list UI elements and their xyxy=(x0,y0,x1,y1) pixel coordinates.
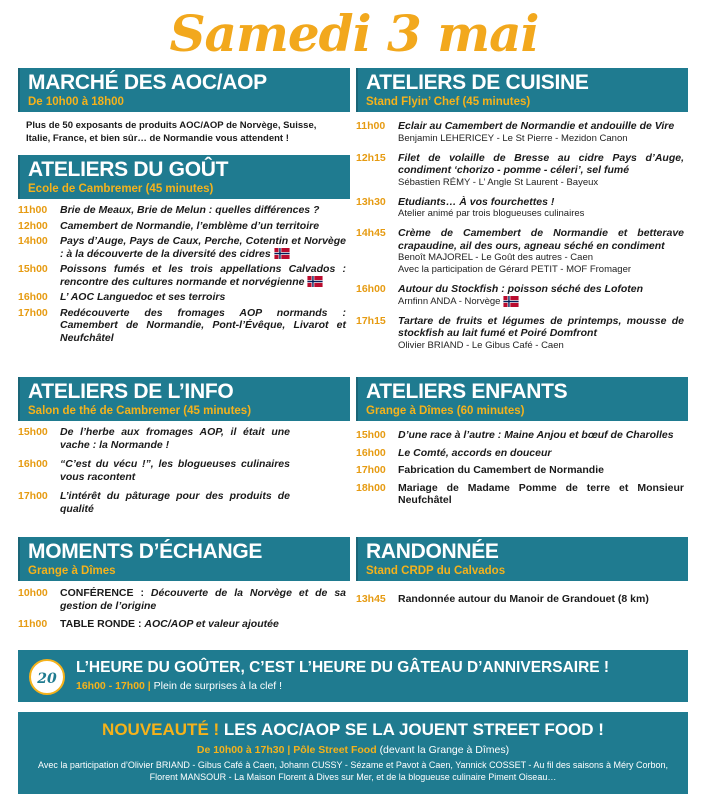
event-chef-guest: Avec la participation de Gérard PETIT - MOF Fromager xyxy=(398,264,632,275)
gouter-title: L’HEURE DU GOÛTER, C’EST L’HEURE DU GÂTEAU D’ANNIVERSAIRE ! xyxy=(76,659,610,676)
norway-flag-icon xyxy=(274,248,290,259)
gouter-banner xyxy=(18,650,688,702)
street-subtitle-highlight: De 10h00 à 17h30 | Pôle Street Food xyxy=(196,744,377,756)
section-subtitle: Ecole de Cambremer (45 minutes) xyxy=(28,183,214,195)
section-header xyxy=(356,537,688,581)
event-name: Redécouverte des fromages AOP normands : Camembert de Normandie, Pont-l’Évêque, Livarot et Neufchâtel xyxy=(60,306,346,344)
street-subtitle: (devant la Grange à Dîmes) xyxy=(379,744,510,756)
section-gout xyxy=(18,155,350,347)
page-title: Samedi 3 mai xyxy=(169,4,539,63)
event-time: 15h00 xyxy=(356,429,386,441)
list-item xyxy=(18,458,290,483)
event-name: Le Comté, accords en douceur xyxy=(398,446,552,459)
norway-flag-icon xyxy=(307,276,323,287)
event-name: L’ AOC Languedoc et ses terroirs xyxy=(60,291,226,303)
event-chef: Atelier animé par trois blogueuses culinaires xyxy=(398,208,585,219)
event-time: 16h00 xyxy=(18,291,48,303)
event-time: 11h00 xyxy=(356,120,386,132)
list-item xyxy=(356,464,684,477)
event-name: Pays d’Auge, Pays de Caux, Perche, Cotentin et Norvège : à la découverte de la diversité des cidres xyxy=(60,235,346,260)
event-time: 16h00 xyxy=(356,446,386,459)
event-list xyxy=(356,421,688,507)
event-time: 17h15 xyxy=(356,314,386,327)
list-item xyxy=(356,152,684,189)
event-time: 15h00 xyxy=(18,263,48,275)
section-title: MOMENTS D’ÉCHANGE xyxy=(28,540,263,563)
norway-flag-icon xyxy=(503,296,519,307)
section-title: MARCHÉ DES AOC/AOP xyxy=(28,71,267,94)
event-name: AOC/AOP et valeur ajoutée xyxy=(144,618,279,630)
event-time: 12h15 xyxy=(356,151,386,164)
event-time: 13h45 xyxy=(356,593,386,605)
section-subtitle: Grange à Dîmes (60 minutes) xyxy=(366,405,525,417)
event-name: De l’herbe aux fromages AOP, il était une vache : la Normande ! xyxy=(60,426,290,451)
event-list xyxy=(18,199,350,344)
event-label: TABLE RONDE : xyxy=(60,618,142,630)
section-echange xyxy=(18,537,350,634)
event-time: 16h00 xyxy=(18,458,48,470)
list-item xyxy=(356,120,684,145)
event-time: 17h00 xyxy=(18,490,48,502)
event-name: Camembert de Normandie, l’emblème d’un territoire xyxy=(60,219,320,232)
street-title: LES AOC/AOP SE LA JOUENT STREET FOOD ! xyxy=(223,720,604,739)
event-time: 12h00 xyxy=(18,219,48,232)
event-chef: Benoît MAJOREL - Le Goût des autres - Caen xyxy=(398,252,594,263)
section-header xyxy=(18,155,350,199)
section-marche xyxy=(18,68,350,145)
event-name: Mariage de Madame Pomme de terre et Monsieur Neufchâtel xyxy=(398,481,684,506)
event-name: Autour du Stockfish : poisson séché des Lofoten xyxy=(398,283,644,295)
event-chef: Sébastien RÉMY - L’ Angle St Laurent - Bayeux xyxy=(398,176,599,188)
event-name: Poissons fumés et les trois appellations Calvados : rencontre des cultures normande et norvégienne xyxy=(60,263,346,288)
event-chef: Benjamin LEHERICEY - Le St Pierre - Mezidon Canon xyxy=(398,132,628,144)
list-item xyxy=(356,593,684,606)
event-name: D’une race à l’autre : Maine Anjou et bœuf de Charolles xyxy=(398,429,674,441)
event-time: 15h00 xyxy=(18,426,48,438)
section-subtitle: Grange à Dîmes xyxy=(28,565,116,577)
event-time: 16h00 xyxy=(356,283,386,295)
event-time: 11h00 xyxy=(18,618,48,630)
event-chef: Olivier BRIAND - Le Gibus Café - Caen xyxy=(398,339,564,351)
event-name: Filet de volaille de Bresse au cidre Pays d’Auge, condiment ‘chorizo - pomme - céleri’, sel fumé xyxy=(398,151,684,176)
section-title: ATELIERS DU GOÛT xyxy=(28,158,229,181)
street-food-banner xyxy=(18,712,688,794)
section-rando xyxy=(356,537,688,609)
list-item xyxy=(18,426,290,451)
event-time: 14h45 xyxy=(356,227,386,239)
gouter-desc: Plein de surprises à la clef ! xyxy=(153,680,283,692)
event-name: Crème de Camembert de Normandie et betterave crapaudine, ail des ours, agneau séché en condiment xyxy=(398,227,684,252)
event-list xyxy=(356,112,688,352)
event-list xyxy=(18,581,350,631)
event-name: Etudiants… À vos fourchettes ! xyxy=(398,195,555,208)
event-name: Brie de Meaux, Brie de Melun : quelles différences ? xyxy=(60,204,320,216)
event-name: “C’est du vécu !”, les blogueuses culinaires vous racontent xyxy=(60,458,290,483)
event-time: 17h00 xyxy=(356,464,386,476)
section-header xyxy=(356,377,688,421)
event-time: 13h30 xyxy=(356,195,386,208)
event-name: Tartare de fruits et légumes de printemps, mousse de stockfish au lait fumé et Poiré Domfront xyxy=(398,314,684,340)
list-item xyxy=(18,291,346,304)
event-name: Eclair au Camembert de Normandie et andouille de Vire xyxy=(398,120,675,132)
list-item xyxy=(18,307,346,345)
event-time: 10h00 xyxy=(18,587,48,599)
list-item xyxy=(356,283,684,308)
event-list xyxy=(18,421,350,515)
section-subtitle: Stand CRDP du Calvados xyxy=(366,565,506,577)
event-time: 14h00 xyxy=(18,235,48,247)
section-title: RANDONNÉE xyxy=(366,540,499,563)
street-participation: Avec la participation d’Olivier BRIAND - Gibus Café à Caen, Johann CUSSY - Sézame et Pavot à Caen, Yannick COSSET - Au fil des saisons à Méry Corbon, Florent MANSOUR - La Maison Florent à Dives sur Mer, et de la blogueuse culinaire Piment Oiseau… xyxy=(38,760,668,782)
anniversary-badge-icon: 20 xyxy=(29,659,65,695)
event-time: 17h00 xyxy=(18,306,48,319)
event-list xyxy=(356,581,688,606)
section-subtitle: Stand Flyin’ Chef (45 minutes) xyxy=(366,96,531,108)
section-header xyxy=(18,377,350,421)
event-time: 18h00 xyxy=(356,481,386,494)
event-name: L’intérêt du pâturage pour des produits de qualité xyxy=(60,490,290,515)
section-header xyxy=(356,68,688,112)
list-item xyxy=(18,220,346,233)
list-item xyxy=(356,482,684,507)
section-title: ATELIERS DE L’INFO xyxy=(28,380,234,403)
list-item xyxy=(356,227,684,276)
list-item xyxy=(18,235,346,260)
event-name: Découverte de la Norvège et de sa gestion de l’origine xyxy=(60,587,346,612)
section-header xyxy=(18,537,350,581)
list-item xyxy=(18,204,346,217)
list-item xyxy=(18,490,290,515)
list-item xyxy=(356,447,684,460)
event-name: Fabrication du Camembert de Normandie xyxy=(398,464,604,476)
list-item xyxy=(18,263,346,288)
section-header xyxy=(18,68,350,112)
list-item xyxy=(18,618,346,631)
section-cuisine xyxy=(356,68,688,355)
event-label: CONFÉRENCE : xyxy=(60,587,144,599)
list-item xyxy=(18,587,346,612)
gouter-time: 16h00 - 17h00 | xyxy=(76,680,151,692)
event-name: Randonnée autour du Manoir de Grandouet (8 km) xyxy=(398,593,649,605)
section-title: ATELIERS ENFANTS xyxy=(366,380,568,403)
section-subtitle: Salon de thé de Cambremer (45 minutes) xyxy=(28,405,252,417)
section-enfants xyxy=(356,377,688,510)
event-chef: Arnfinn ANDA - Norvège xyxy=(398,295,501,307)
section-subtitle: De 10h00 à 18h00 xyxy=(28,96,124,108)
list-item xyxy=(356,429,684,442)
list-item xyxy=(356,196,684,221)
list-item xyxy=(356,315,684,352)
marche-intro: Plus de 50 exposants de produits AOC/AOP de Norvège, Suisse, Italie, France, et bien sûr… de Normandie vous attendent ! xyxy=(26,120,317,144)
event-time: 11h00 xyxy=(18,204,48,216)
street-title-highlight: NOUVEAUTÉ ! xyxy=(102,720,220,739)
section-info xyxy=(18,377,350,518)
section-title: ATELIERS DE CUISINE xyxy=(366,71,589,94)
